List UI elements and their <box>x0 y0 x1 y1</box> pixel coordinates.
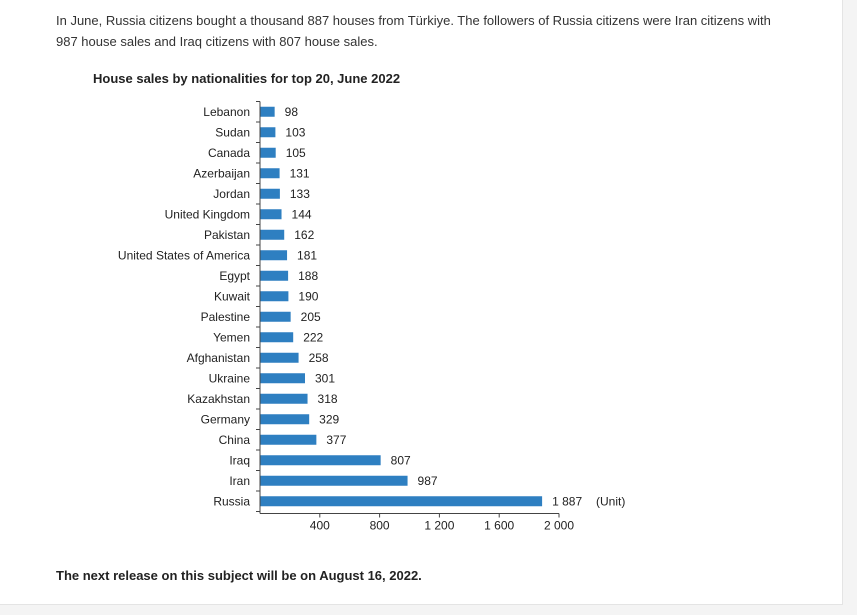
bar-ukraine <box>260 373 305 383</box>
category-label-ukraine: Ukraine <box>208 371 250 386</box>
bar-pakistan <box>260 230 284 240</box>
value-label-pakistan: 162 <box>294 227 315 242</box>
x-tick-label: 400 <box>309 518 330 533</box>
bar-iraq <box>260 455 381 465</box>
category-label-united-states-of-america: United States of America <box>117 248 250 263</box>
intro-paragraph: In June, Russia citizens bought a thousand 887 houses from Türkiye. The followers of Russia citizens were Iran citizens with 987 house sales and Iraq citizens with 807 house sales. <box>56 13 771 49</box>
bar-egypt <box>260 271 288 281</box>
x-tick-label: 2 000 <box>543 518 575 533</box>
value-label-kuwait: 190 <box>298 289 319 304</box>
bar-afghanistan <box>260 353 299 363</box>
category-label-canada: Canada <box>207 145 250 160</box>
value-label-germany: 329 <box>319 412 340 427</box>
category-label-sudan: Sudan <box>215 125 250 140</box>
category-label-yemen: Yemen <box>213 330 250 345</box>
value-label-egypt: 188 <box>298 268 319 283</box>
bar-united-kingdom <box>260 209 282 219</box>
value-label-azerbaijan: 131 <box>289 166 310 181</box>
value-label-sudan: 103 <box>285 125 306 140</box>
value-label-canada: 105 <box>285 145 306 160</box>
bar-palestine <box>260 312 291 322</box>
category-label-germany: Germany <box>200 412 250 427</box>
bar-yemen <box>260 332 293 342</box>
bar-kuwait <box>260 291 288 301</box>
category-label-kuwait: Kuwait <box>213 289 250 304</box>
bar-china <box>260 435 316 445</box>
bar-azerbaijan <box>260 168 280 178</box>
category-label-azerbaijan: Azerbaijan <box>193 166 250 181</box>
value-label-united-kingdom: 144 <box>291 207 312 222</box>
bar-sudan <box>260 127 275 137</box>
value-label-lebanon: 98 <box>284 104 299 119</box>
category-label-russia: Russia <box>213 494 250 509</box>
unit-label: (Unit) <box>596 494 626 509</box>
value-label-afghanistan: 258 <box>308 350 329 365</box>
value-label-iran: 987 <box>417 473 438 488</box>
value-label-palestine: 205 <box>300 309 321 324</box>
category-label-jordan: Jordan <box>213 186 250 201</box>
x-tick-label: 800 <box>369 518 390 533</box>
category-label-iran: Iran <box>229 473 250 488</box>
x-tick-label: 1 200 <box>424 518 455 533</box>
bar-germany <box>260 414 309 424</box>
category-label-afghanistan: Afghanistan <box>186 350 250 365</box>
category-label-kazakhstan: Kazakhstan <box>187 391 250 406</box>
value-label-ukraine: 301 <box>314 371 336 386</box>
category-label-united-kingdom: United Kingdom <box>164 207 250 222</box>
bar-canada <box>260 148 276 158</box>
bar-iran <box>260 476 408 486</box>
value-label-iraq: 807 <box>390 453 411 468</box>
bar-jordan <box>260 189 280 199</box>
bar-russia <box>260 496 542 506</box>
bar-lebanon <box>260 107 275 117</box>
category-label-egypt: Egypt <box>219 268 250 283</box>
bar-kazakhstan <box>260 394 308 404</box>
value-label-yemen: 222 <box>303 330 324 345</box>
category-label-china: China <box>218 432 250 447</box>
category-label-iraq: Iraq <box>229 453 250 468</box>
category-label-pakistan: Pakistan <box>203 227 250 242</box>
value-label-united-states-of-america: 181 <box>297 248 318 263</box>
value-label-kazakhstan: 318 <box>317 391 338 406</box>
value-label-jordan: 133 <box>289 186 310 201</box>
category-label-palestine: Palestine <box>200 309 250 324</box>
next-release-note: The next release on this subject will be on August 16, 2022. <box>56 568 422 583</box>
value-label-china: 377 <box>326 432 347 447</box>
category-label-lebanon: Lebanon <box>203 104 250 119</box>
bar-united-states-of-america <box>260 250 287 260</box>
x-tick-label: 1 600 <box>484 518 515 533</box>
chart-title: House sales by nationalities for top 20, June 2022 <box>93 71 401 86</box>
value-label-russia: 1 887 <box>552 494 583 509</box>
